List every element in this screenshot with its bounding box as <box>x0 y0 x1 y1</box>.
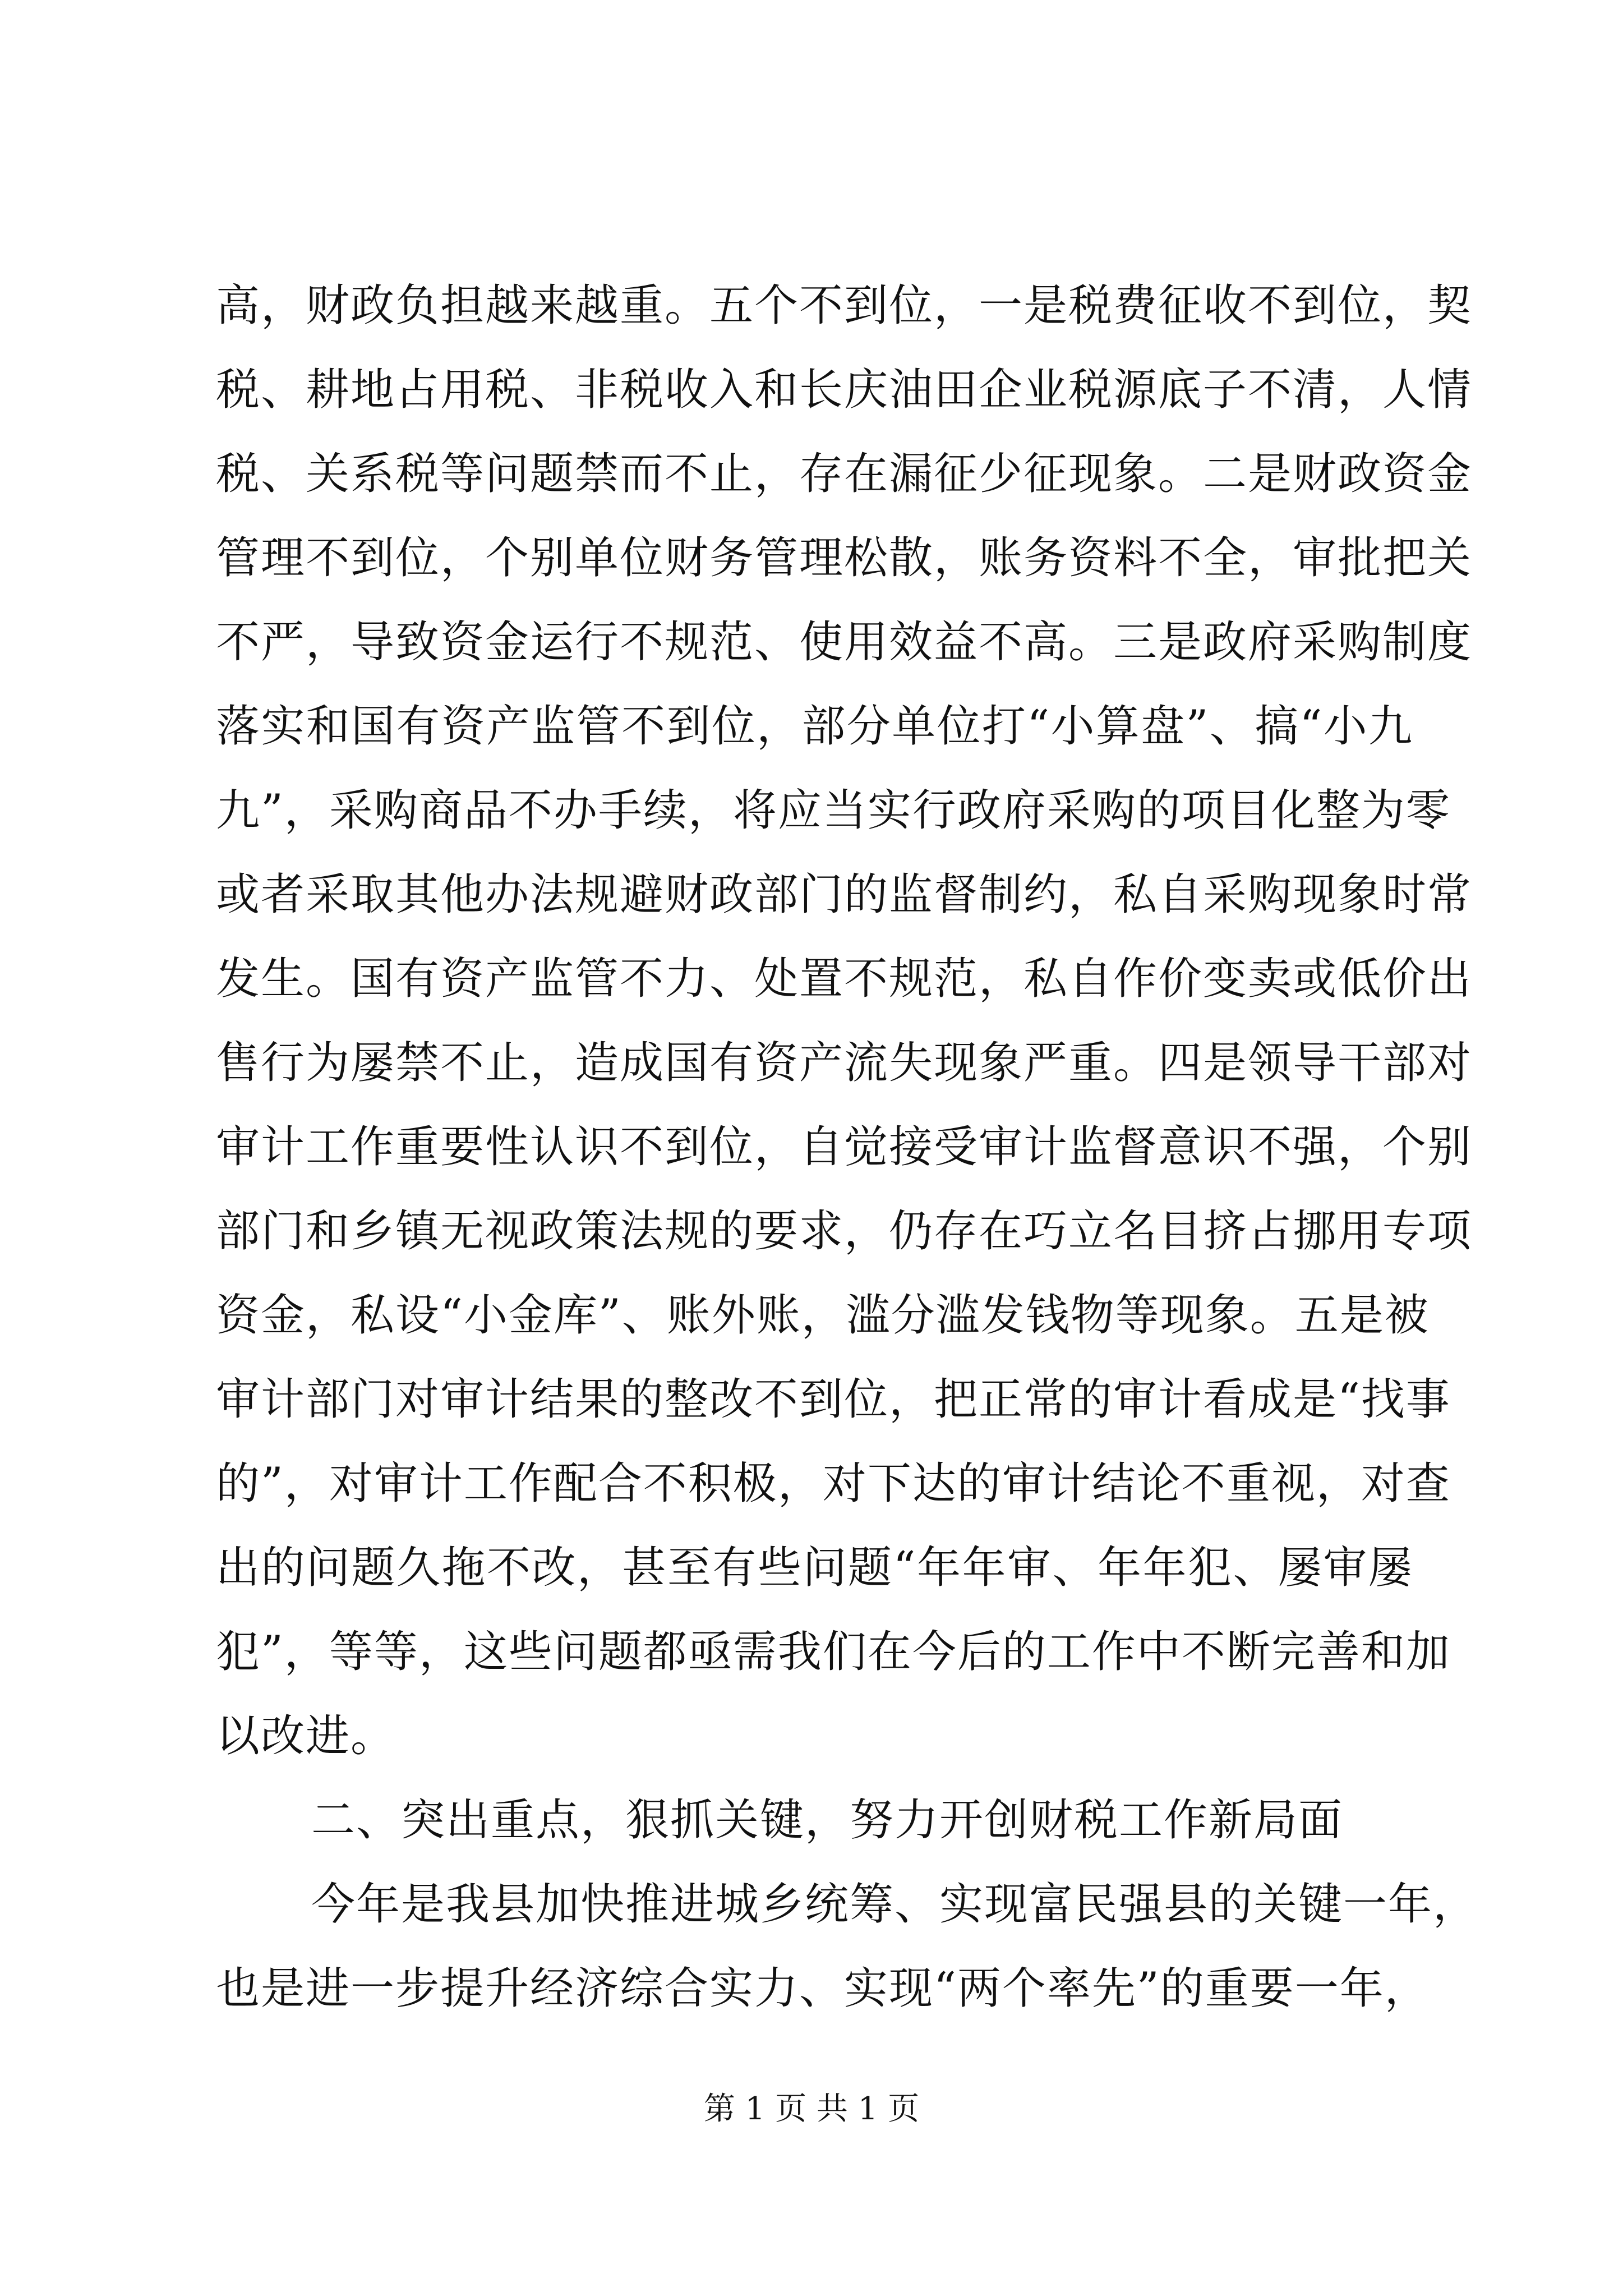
paragraph-line: 审计部门对审计结果的整改不到位，把正常的审计看成是“找事 <box>216 1374 1451 1425</box>
paragraph-line: 出的问题久拖不改，甚至有些问题“年年审、年年犯、屡审屡 <box>216 1543 1413 1593</box>
paragraph-line: 落实和国有资产监管不到位，部分单位打“小算盘”、搞“小九 <box>216 701 1413 752</box>
paragraph-line: 九”，采购商品不办手续，将应当实行政府采购的项目化整为零 <box>216 785 1451 836</box>
paragraph-line: 售行为屡禁不止，造成国有资产流失现象严重。四是领导干部对 <box>216 1038 1473 1088</box>
paragraph-line: 部门和乡镇无视政策法规的要求，仍存在巧立名目挤占挪用专项 <box>216 1206 1473 1257</box>
paragraph-line: 或者采取其他办法规避财政部门的监督制约，私自采购现象时常 <box>216 869 1473 920</box>
paragraph-line: 税、关系税等问题禁而不止，存在漏征少征现象。二是财政资金 <box>216 449 1473 499</box>
section-heading: 二、突出重点，狠抓关键，努力开创财税工作新局面 <box>311 1795 1344 1846</box>
paragraph-line: 今年是我县加快推进城乡统筹、实现富民强县的关键一年， <box>311 1879 1478 1930</box>
paragraph-line: 管理不到位，个别单位财务管理松散，账务资料不全，审批把关 <box>216 533 1473 583</box>
paragraph-line: 犯”，等等，这些问题都亟需我们在今后的工作中不断完善和加 <box>216 1627 1451 1677</box>
paragraph-line: 的”，对审计工作配合不积极，对下达的审计结论不重视，对查 <box>216 1458 1451 1509</box>
paragraph-line: 不严，导致资金运行不规范、使用效益不高。三是政府采购制度 <box>216 617 1473 668</box>
page-footer: 第 1 页 共 1 页 <box>703 2091 920 2127</box>
paragraph-line: 以改进。 <box>216 1711 396 1761</box>
paragraph-line: 税、耕地占用税、非税收入和长庆油田企业税源底子不清，人情 <box>216 365 1473 415</box>
paragraph-line: 高，财政负担越来越重。五个不到位，一是税费征收不到位，契 <box>216 280 1473 331</box>
body-text <box>216 264 1478 2031</box>
paragraph-line: 发生。国有资产监管不力、处置不规范，私自作价变卖或低价出 <box>216 954 1473 1004</box>
paragraph-line: 资金，私设“小金库”、账外账，滥分滥发钱物等现象。五是被 <box>216 1290 1430 1341</box>
paragraph-line: 也是进一步提升经济综合实力、实现“两个率先”的重要一年， <box>216 1963 1430 2014</box>
paragraph-line: 审计工作重要性认识不到位，自觉接受审计监督意识不强，个别 <box>216 1122 1473 1172</box>
